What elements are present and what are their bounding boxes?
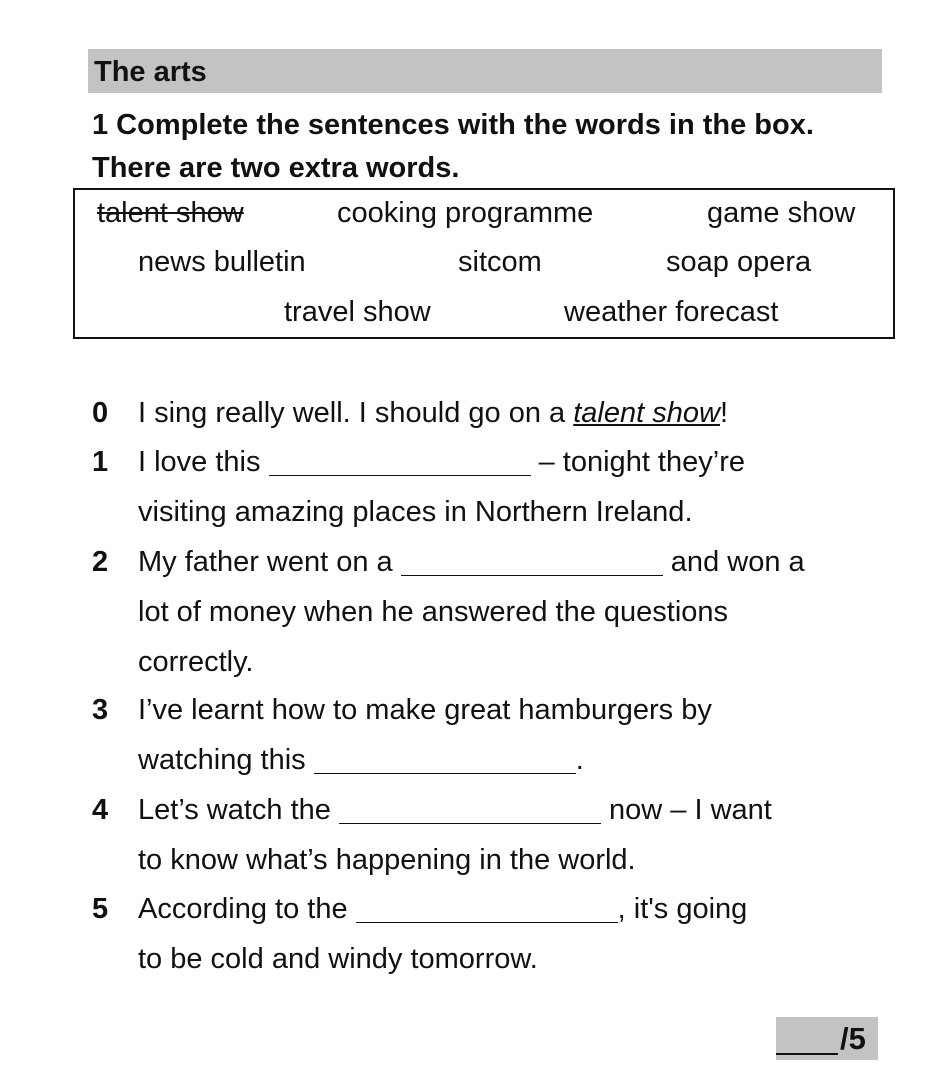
item-number: 4 bbox=[92, 794, 109, 826]
item-text-before: Let’s watch the bbox=[138, 794, 339, 826]
item-number: 5 bbox=[92, 893, 109, 925]
word-box bbox=[73, 188, 895, 339]
answer-blank[interactable] bbox=[314, 743, 576, 774]
item-line: lot of money when he answered the questions bbox=[138, 596, 729, 628]
exercise-instruction bbox=[92, 104, 892, 190]
item-text-before: I love this bbox=[138, 446, 269, 478]
section-title: The arts bbox=[88, 49, 882, 93]
item-line: correctly. bbox=[138, 646, 254, 678]
item-number: 2 bbox=[92, 546, 109, 578]
item-text-after: – tonight they’re bbox=[530, 446, 745, 478]
item-line bbox=[138, 785, 898, 835]
word-weather-forecast: weather forecast bbox=[564, 296, 779, 328]
score-box bbox=[776, 1017, 878, 1060]
item-text-after: now – I want bbox=[600, 794, 772, 826]
item-number: 1 bbox=[92, 446, 109, 478]
example-answer: talent show bbox=[573, 397, 720, 429]
score-total: /5 bbox=[840, 1021, 866, 1056]
item-text-after: , it's going bbox=[617, 893, 748, 925]
answer-blank[interactable] bbox=[269, 445, 531, 476]
item-number: 3 bbox=[92, 694, 109, 726]
item-text bbox=[138, 388, 898, 438]
item-line: visiting amazing places in Northern Ireland. bbox=[138, 496, 693, 528]
item-line bbox=[138, 388, 898, 438]
item-line bbox=[138, 735, 898, 785]
item-text bbox=[138, 437, 898, 537]
item-text bbox=[138, 685, 898, 785]
word-talent-show: talent show bbox=[97, 197, 244, 229]
answer-blank[interactable] bbox=[356, 892, 618, 923]
word-sitcom: sitcom bbox=[458, 246, 542, 278]
item-text-before: According to the bbox=[138, 893, 356, 925]
item-text-after: ! bbox=[719, 397, 729, 429]
word-game-show: game show bbox=[707, 197, 856, 229]
item-text bbox=[138, 537, 898, 687]
item-number: 0 bbox=[92, 397, 109, 429]
instruction-line-2: There are two extra words. bbox=[92, 152, 460, 184]
word-cooking-programme: cooking programme bbox=[337, 197, 594, 229]
item-text-before: My father went on a bbox=[138, 546, 401, 578]
item-text bbox=[138, 884, 898, 984]
item-line: to be cold and windy tomorrow. bbox=[138, 943, 538, 975]
answer-blank[interactable] bbox=[339, 793, 601, 824]
word-travel-show: travel show bbox=[284, 296, 431, 328]
item-text-after: and won a bbox=[662, 546, 805, 578]
item-line bbox=[138, 437, 898, 487]
word-news-bulletin: news bulletin bbox=[138, 246, 306, 278]
item-line bbox=[138, 884, 898, 934]
item-text-before: watching this bbox=[138, 744, 314, 776]
score-blank[interactable] bbox=[776, 1027, 838, 1055]
answer-blank[interactable] bbox=[401, 545, 663, 576]
item-text-after: . bbox=[575, 744, 584, 776]
item-text-before: I sing really well. I should go on a bbox=[138, 397, 574, 429]
item-line: I’ve learnt how to make great hamburgers by bbox=[138, 694, 712, 726]
word-soap-opera: soap opera bbox=[666, 246, 812, 278]
item-line bbox=[138, 537, 898, 587]
instruction-line-1: 1 Complete the sentences with the words in the box. bbox=[92, 109, 814, 141]
item-text bbox=[138, 785, 898, 885]
item-line: to know what’s happening in the world. bbox=[138, 844, 636, 876]
